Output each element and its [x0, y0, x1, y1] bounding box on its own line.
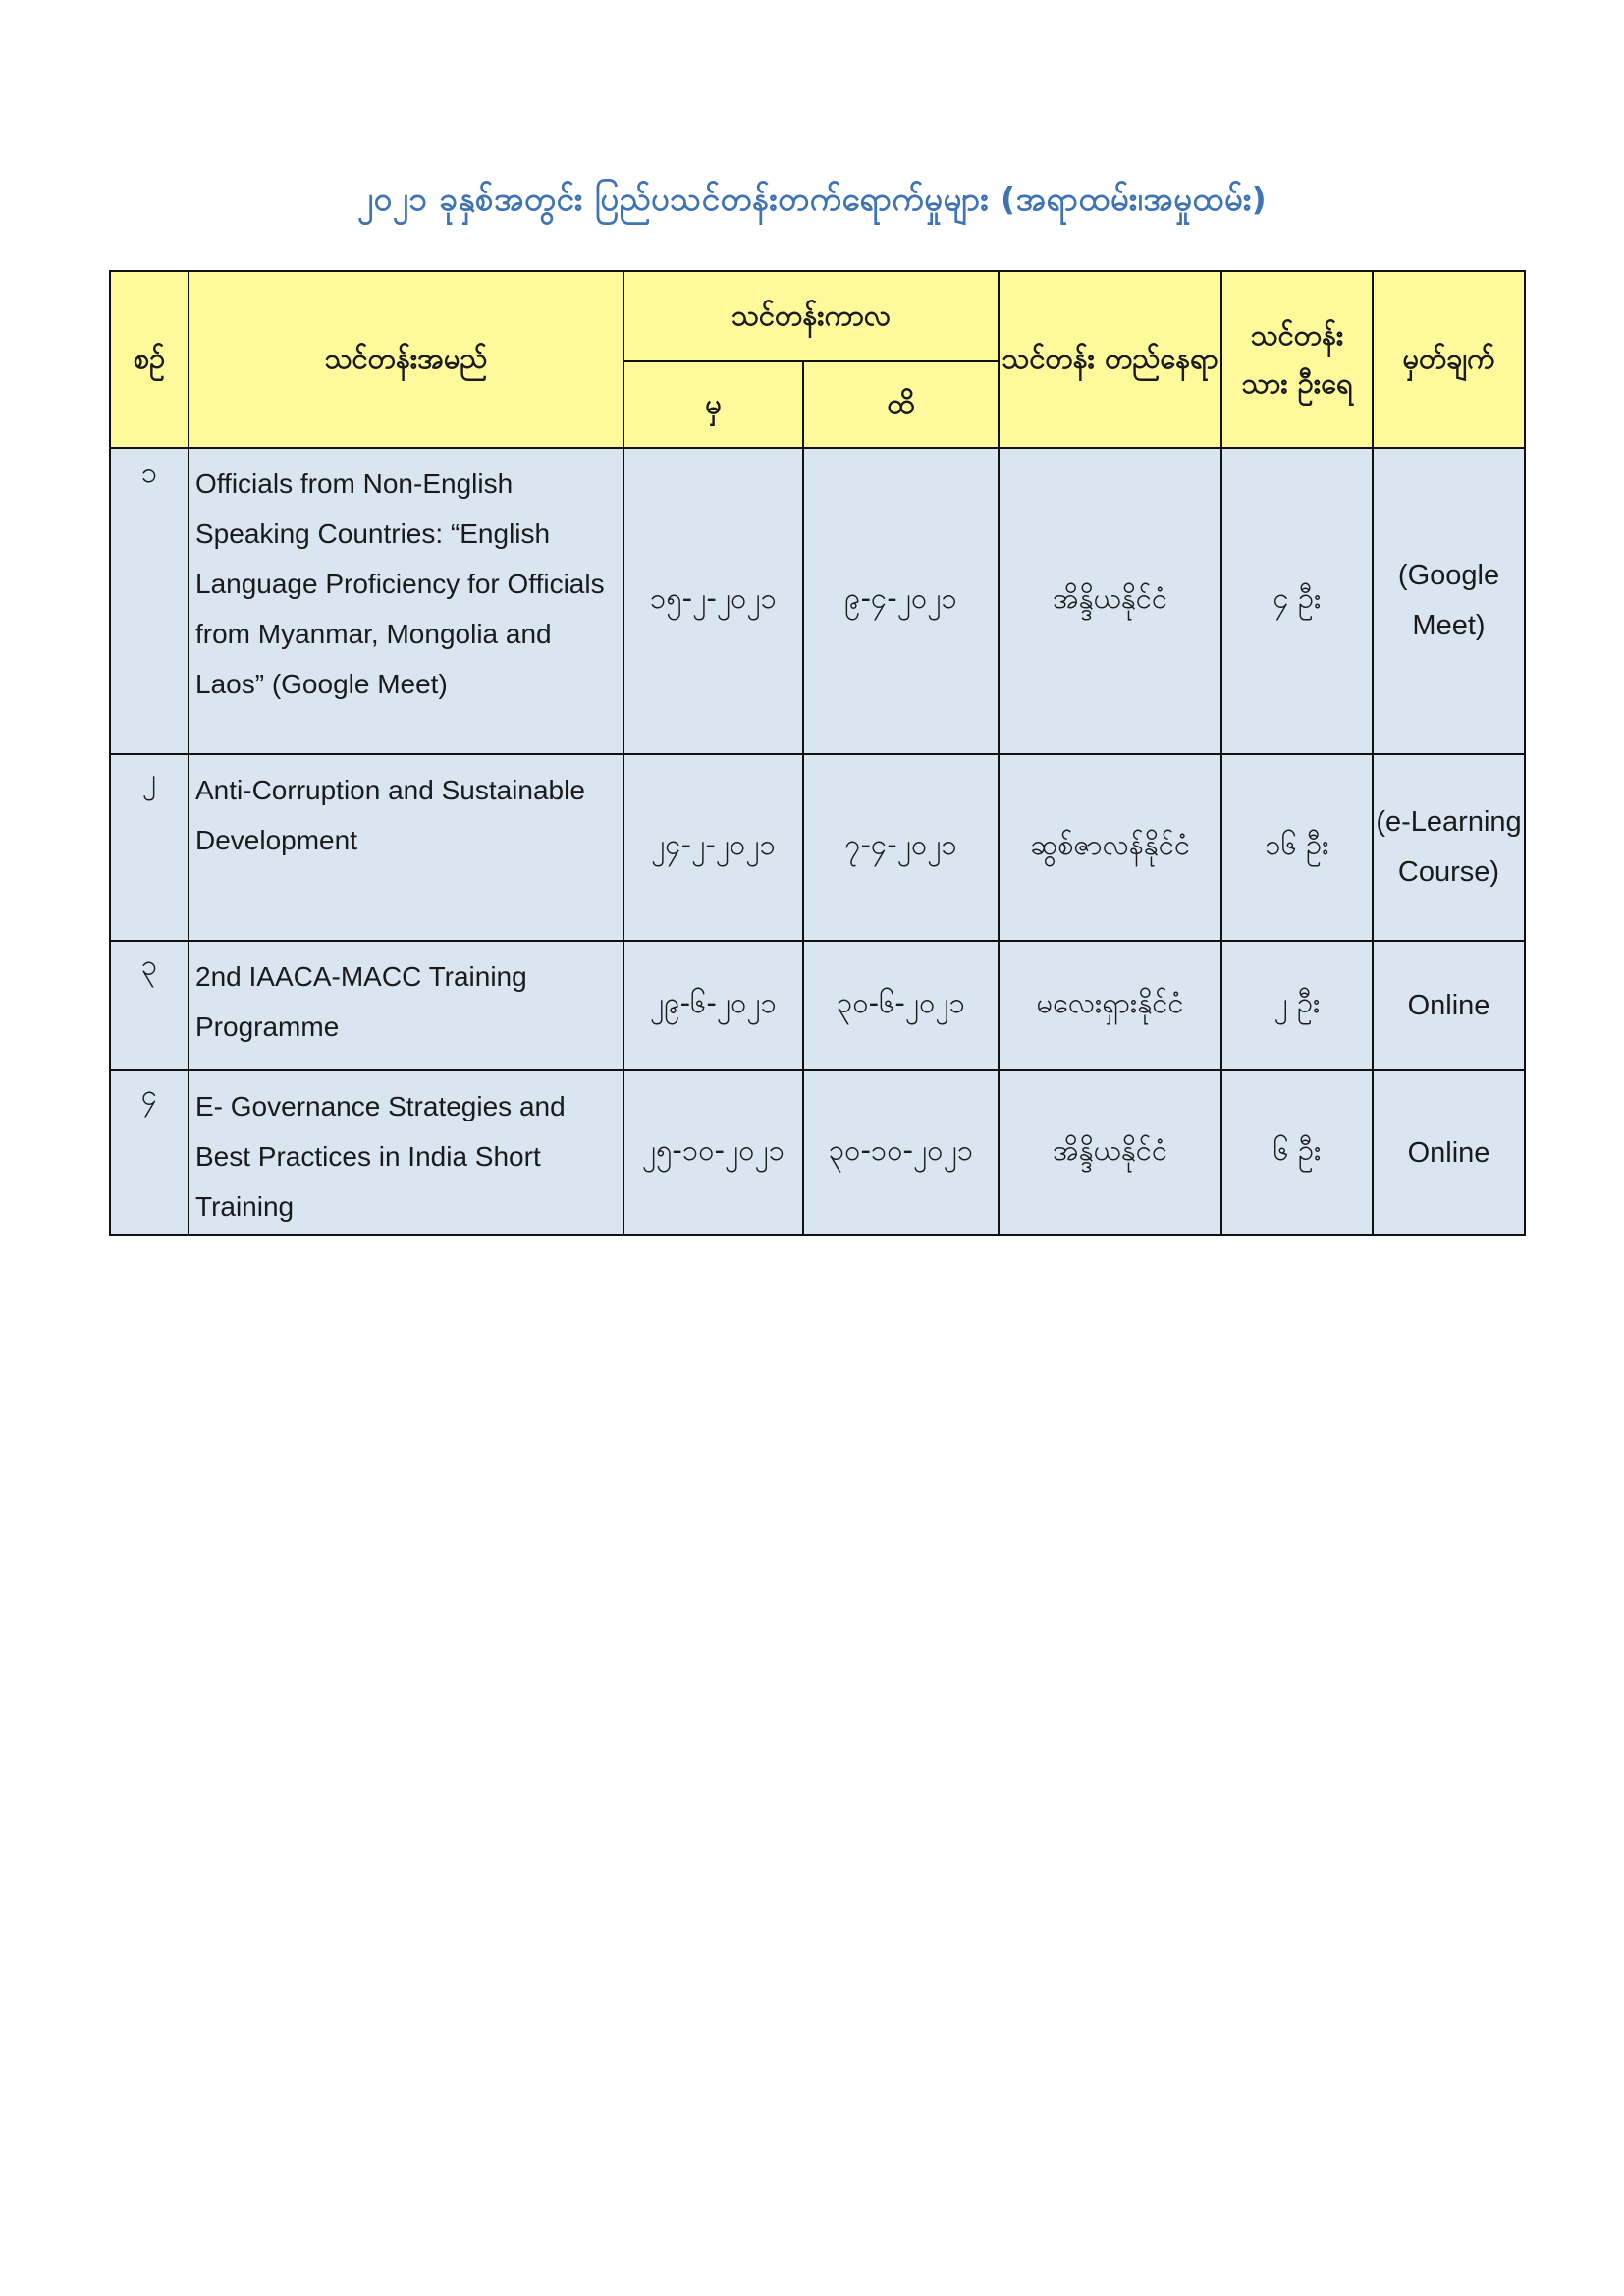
cell-remark: (Google Meet) — [1373, 448, 1525, 754]
cell-attendees: ၂ ဦး — [1221, 941, 1373, 1070]
table-row — [110, 448, 1525, 754]
cell-to: ၃၀-၁၀-၂၀၂၁ — [803, 1070, 999, 1235]
cell-location: အိန္ဒိယနိုင်ငံ — [999, 1070, 1221, 1235]
cell-course-name: 2nd IAACA-MACC Training Programme — [189, 941, 623, 1070]
header-from: မှ — [623, 361, 803, 448]
page-title: ၂၀၂၁ ခုနှစ်အတွင်း ပြည်ပသင်တန်းတက်ရောက်မှုများ (အရာထမ်း၊အမှုထမ်း) — [356, 180, 1268, 218]
table-row — [110, 1070, 1525, 1235]
cell-course-name: E- Governance Strategies and Best Practices in India Short Training — [189, 1070, 623, 1235]
header-period: သင်တန်းကာလ — [623, 271, 999, 361]
cell-from: ၁၅-၂-၂၀၂၁ — [623, 448, 803, 754]
cell-remark: Online — [1373, 1070, 1525, 1235]
header-attendees: သင်တန်း သား ဦးရေ — [1221, 271, 1373, 448]
cell-from: ၂၅-၁၀-၂၀၂၁ — [623, 1070, 803, 1235]
cell-no: ၁ — [110, 448, 189, 754]
cell-attendees: ၁၆ ဦး — [1221, 754, 1373, 941]
cell-remark: (e-Learning Course) — [1373, 754, 1525, 941]
header-remark: မှတ်ချက် — [1373, 271, 1525, 448]
cell-from: ၂၄-၂-၂၀၂၁ — [623, 754, 803, 941]
table-row — [110, 754, 1525, 941]
cell-attendees: ၄ ဦး — [1221, 448, 1373, 754]
cell-to: ၃၀-၆-၂၀၂၁ — [803, 941, 999, 1070]
header-course-name: သင်တန်းအမည် — [189, 271, 623, 448]
cell-remark: Online — [1373, 941, 1525, 1070]
cell-course-name: Officials from Non-English Speaking Countries: “English Language Proficiency for Officials from Myanmar, Mongolia and Laos” (Google Meet) — [189, 448, 623, 754]
cell-location: ဆွစ်ဇာလန်နိုင်ငံ — [999, 754, 1221, 941]
cell-attendees: ၆ ဦး — [1221, 1070, 1373, 1235]
cell-no: ၂ — [110, 754, 189, 941]
header-location: သင်တန်း တည်နေရာ — [999, 271, 1221, 448]
cell-no: ၄ — [110, 1070, 189, 1235]
training-table — [109, 270, 1526, 1236]
cell-to: ၉-၄-၂၀၂၁ — [803, 448, 999, 754]
cell-course-name: Anti-Corruption and Sustainable Development — [189, 754, 623, 941]
header-to: ထိ — [803, 361, 999, 448]
cell-no: ၃ — [110, 941, 189, 1070]
cell-location: အိန္ဒိယနိုင်ငံ — [999, 448, 1221, 754]
table-header — [110, 271, 1525, 448]
header-no: စဉ် — [110, 271, 189, 448]
cell-from: ၂၉-၆-၂၀၂၁ — [623, 941, 803, 1070]
cell-to: ၇-၄-၂၀၂၁ — [803, 754, 999, 941]
table-row — [110, 941, 1525, 1070]
cell-location: မလေးရှားနိုင်ငံ — [999, 941, 1221, 1070]
